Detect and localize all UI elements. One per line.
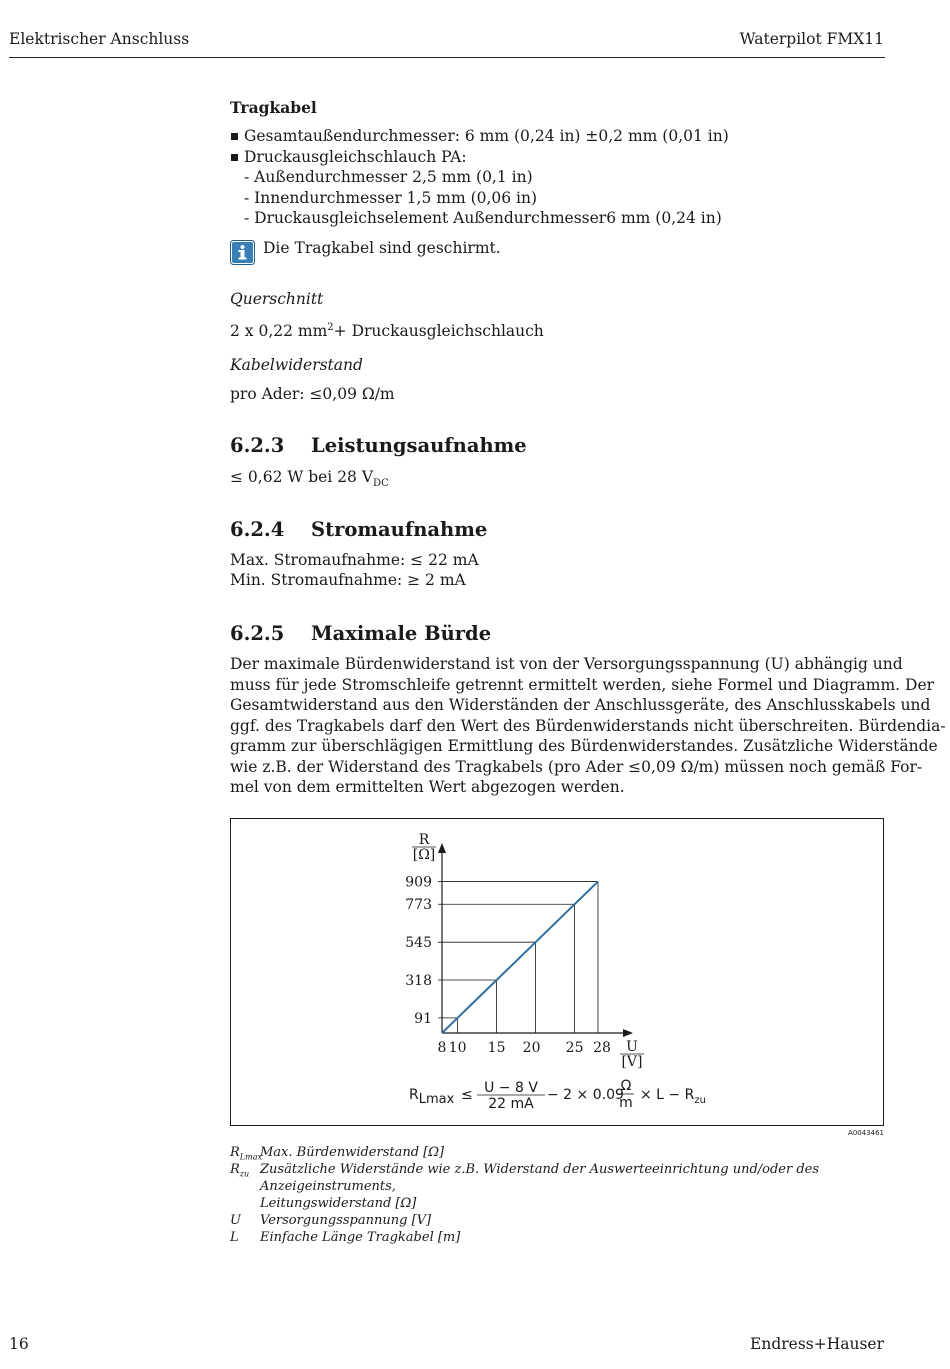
querschnitt-label: Querschnitt <box>230 290 324 308</box>
list-subitem: - Innendurchmesser 1,5 mm (0,06 in) <box>244 188 538 207</box>
x-tick-label: 20 <box>522 1040 541 1056</box>
legend-row: $R_{zu}$ Zusätzliche Widerstände wie z.B. Widerstand der Auswerteeinrichtung und/oder des Anzeigeinstruments, Leitungswiderstand [Ω] <box>230 1162 820 1211</box>
x-axis-label: U <box>626 1039 638 1055</box>
legend-row: L Einfache Länge Tragkabel [m] <box>230 1230 461 1245</box>
y-tick-label: 318 <box>405 973 432 990</box>
formula-relation: ≤ <box>461 1087 473 1103</box>
header-product-name: Waterpilot FMX11 <box>739 30 884 48</box>
shielded-note: Die Tragkabel sind geschirmt. <box>263 239 501 257</box>
y-tick-label: 773 <box>405 897 432 914</box>
leistungsaufnahme-value: ≤ 0,62 W bei 28 $V_{DC}$ <box>230 468 389 490</box>
figure-code: A0043461 <box>848 1129 884 1137</box>
querschnitt-value: 2 x 0,22 $mm^2+$ Druckausgleichschlauch <box>230 322 544 341</box>
footer-brand: Endress+Hauser <box>750 1335 884 1353</box>
list-subitem: - Druckausgleichselement Außendurchmesser6 mm (0,24 in) <box>244 209 722 227</box>
tragkabel-list <box>230 126 729 229</box>
header-divider <box>9 57 885 58</box>
header-section-title: Elektrischer Anschluss <box>9 30 190 48</box>
kabelwiderstand-value: pro Ader: ≤0,09 Ω/m <box>230 385 395 403</box>
x-tick-label: 15 <box>487 1040 506 1056</box>
section-heading-6-2-4: 6.2.4 Stromaufnahme <box>230 518 488 541</box>
list-subitem: - Außendurchmesser 2,5 mm (0,1 in) <box>244 168 533 186</box>
legend-row: $R_{Lmax}$ Max. Bürdenwiderstand [Ω] <box>230 1145 445 1162</box>
formula-numerator: U − 8 V <box>484 1080 538 1096</box>
formula-lhs: RLmax <box>409 1087 455 1107</box>
formula-unit-denominator: m <box>619 1095 633 1111</box>
formula-middle: − 2 × 0.09 <box>547 1087 624 1103</box>
info-icon <box>230 240 255 265</box>
y-tick-label: 909 <box>405 874 432 891</box>
y-axis-label: R <box>418 832 430 848</box>
min-current: Min. Stromaufnahme: ≥ 2 mA <box>230 571 466 589</box>
formula-denominator: 22 mA <box>488 1096 534 1112</box>
page-number: 16 <box>9 1335 29 1353</box>
y-tick-label: 545 <box>405 935 432 952</box>
formula-unit-numerator: Ω <box>620 1078 632 1094</box>
figure-legend <box>230 1144 950 1246</box>
legend-row: U Versorgungsspannung [V] <box>230 1213 432 1228</box>
y-tick-label: 91 <box>414 1010 432 1027</box>
x-axis-arrow <box>623 1029 633 1037</box>
formula-tail: × $L - R_{zu}$ <box>640 1087 706 1106</box>
y-axis-unit: [Ω] <box>412 847 436 863</box>
load-chart <box>231 819 885 1127</box>
x-tick-label: 8 <box>437 1040 447 1056</box>
x-tick-label: 25 <box>565 1040 584 1056</box>
section-heading-6-2-3: 6.2.3 Leistungsaufnahme <box>230 434 527 457</box>
buerde-paragraph: Der maximale Bürdenwiderstand ist von der Versorgungsspannung (U) abhängig und muss für jede Stromschleife getrennt ermittelt werden, siehe Formel und Diagramm. Der Gesamtwiderstand aus den Widerständen der Anschlussgeräte, des Anschlusskabels und ggf. des Tragkabels darf den Wert des Bürdenwiderstands nicht überschreiten. Bürdendia- gramm zur überschlägigen Ermittlung des Bürdenwiderstandes. Zusätzliche Widerstände wie z.B. der Widerstand des Tragkabels (pro Ader ≤0,09 Ω/m) müssen noch gemäß For- mel von dem ermittelten Wert abgezogen werden. <box>230 655 946 796</box>
max-current: Max. Stromaufnahme: ≤ 22 mA <box>230 551 479 569</box>
load-diagram <box>230 818 884 1126</box>
tragkabel-heading: Tragkabel <box>230 98 317 117</box>
y-axis-arrow <box>438 843 446 853</box>
x-tick-label: 10 <box>448 1040 467 1056</box>
kabelwiderstand-label: Kabelwiderstand <box>230 356 363 374</box>
section-heading-6-2-5: 6.2.5 Maximale Bürde <box>230 622 492 645</box>
list-item: Druckausgleichschlauch PA: <box>230 147 729 168</box>
x-axis-unit: [V] <box>621 1054 643 1070</box>
x-tick-label: 28 <box>593 1040 611 1056</box>
list-item: Gesamtaußendurchmesser: 6 mm (0,24 in) ±0,2 mm (0,01 in) <box>230 126 729 147</box>
